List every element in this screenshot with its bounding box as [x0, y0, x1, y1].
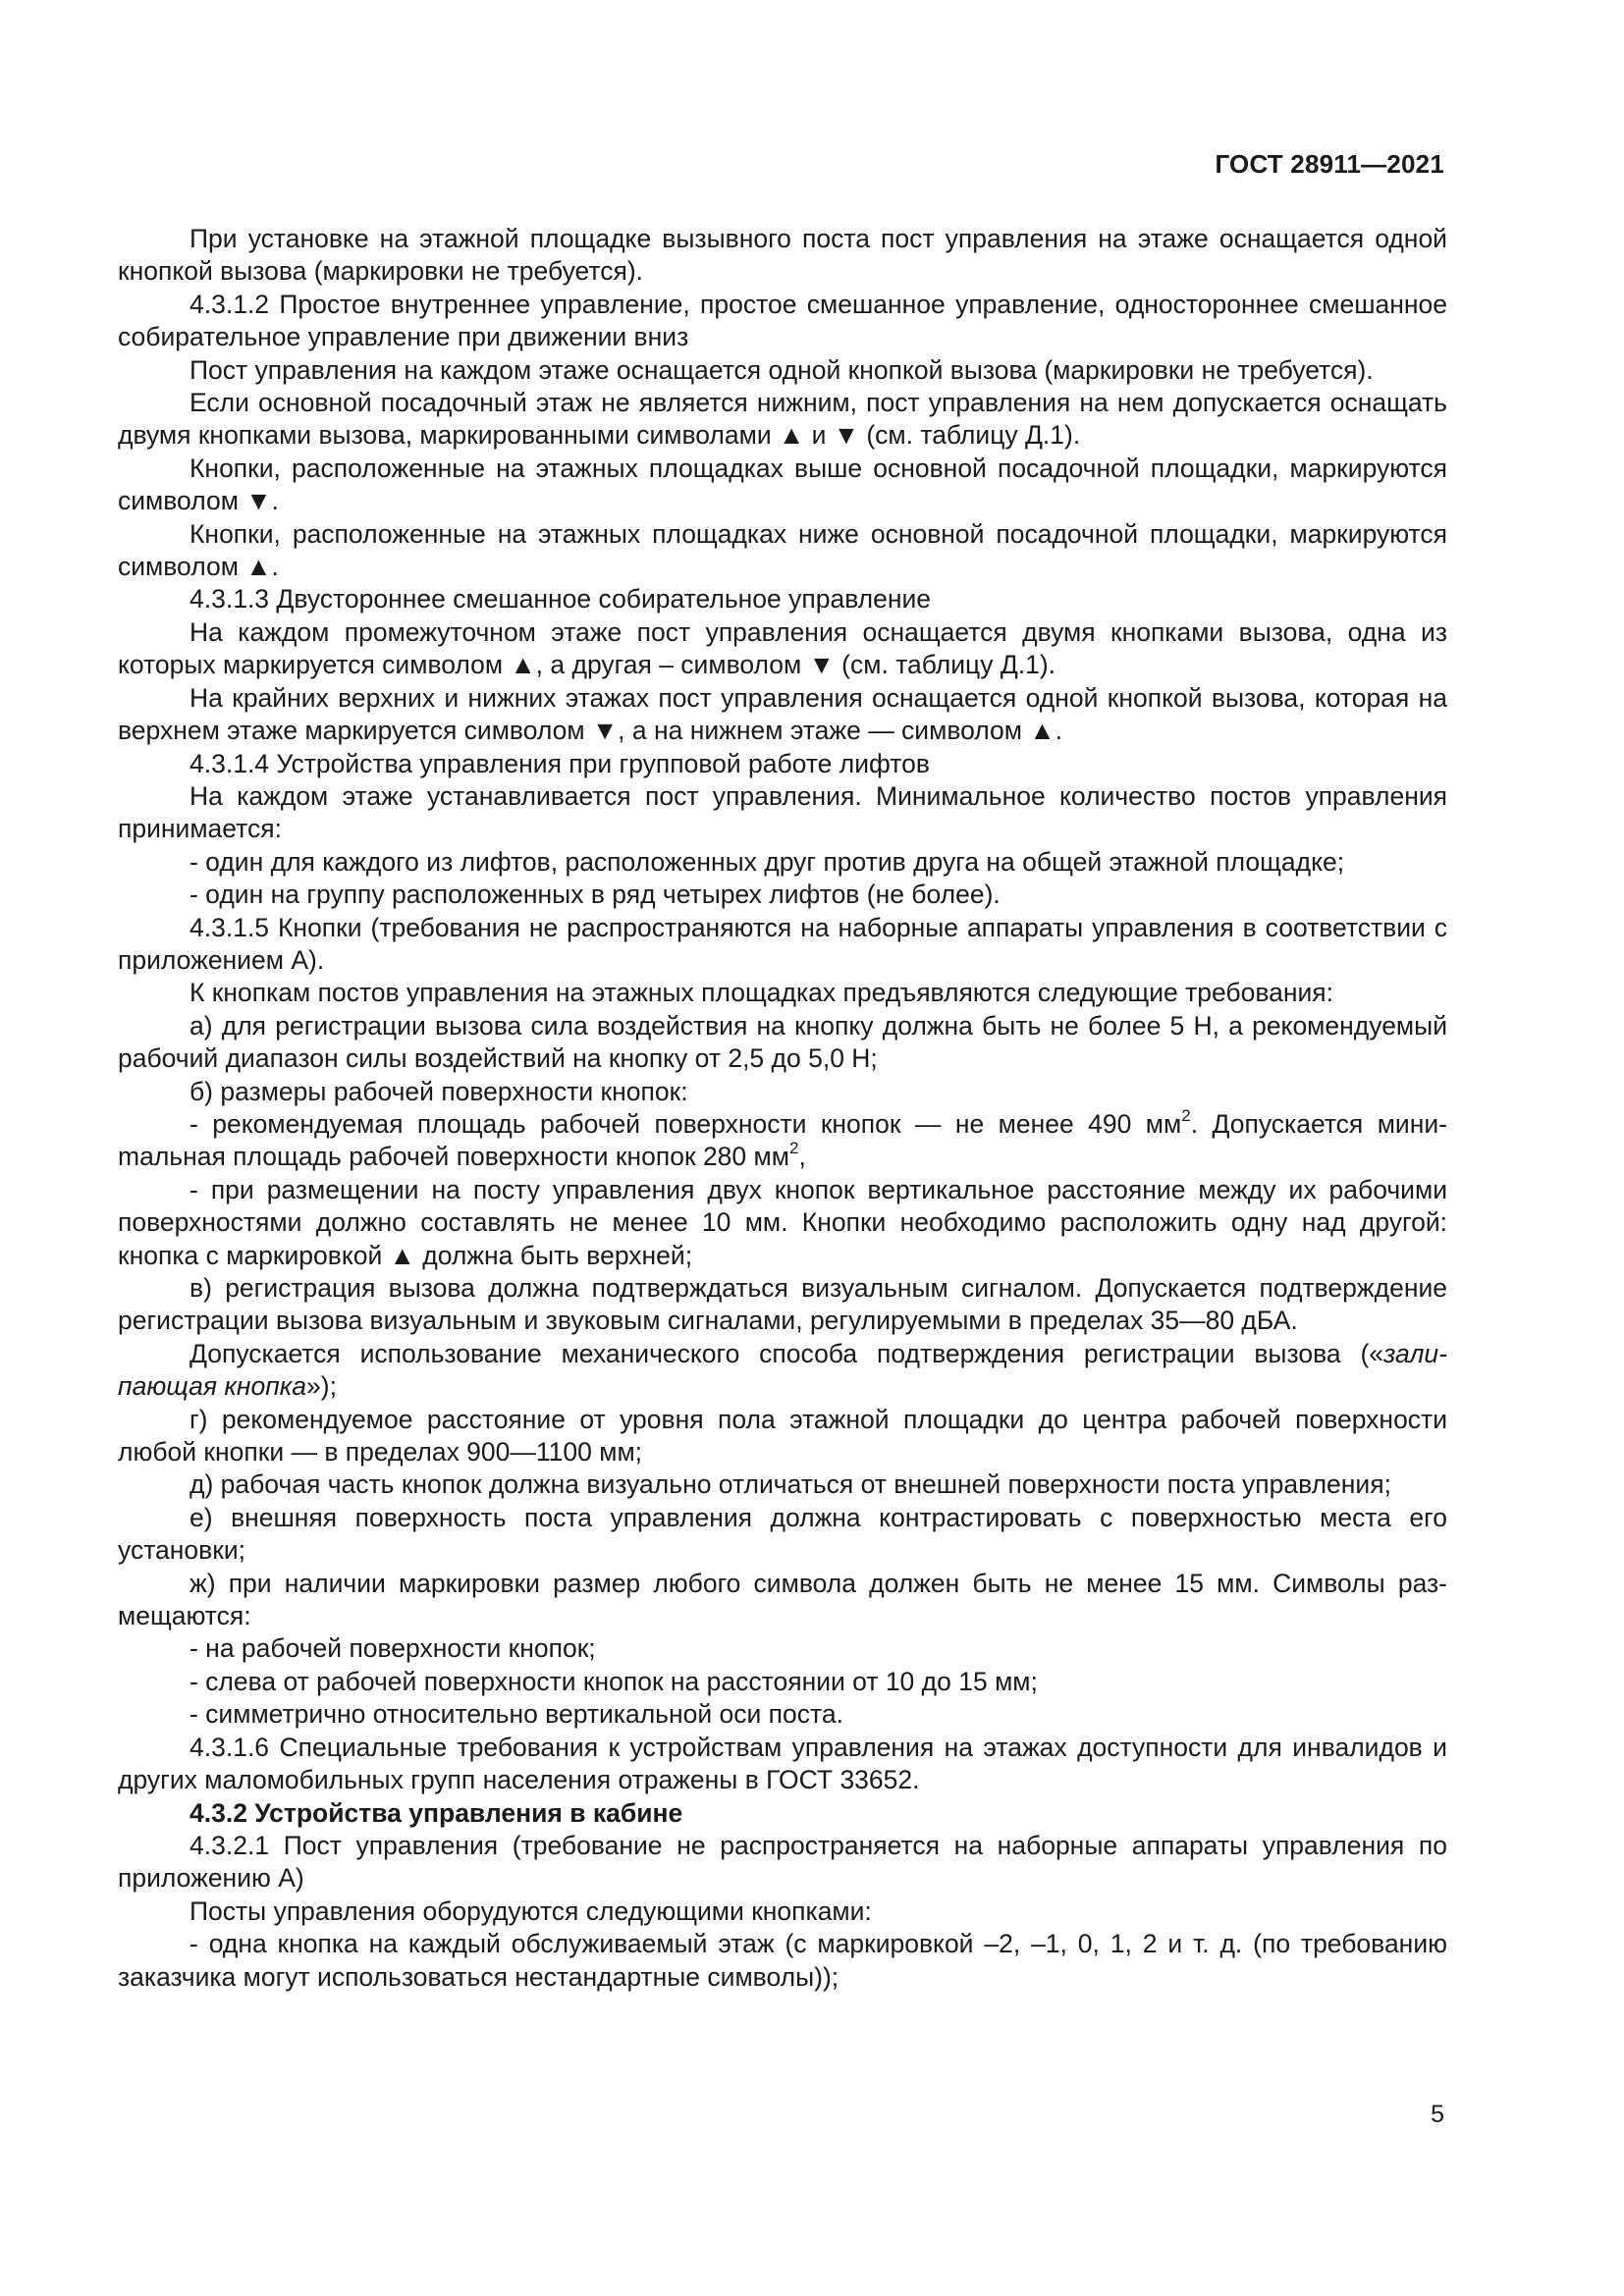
italic-term: залипающая кнопка	[118, 1338, 1447, 1402]
paragraph	[118, 1338, 1447, 1404]
list-item: - одна кнопка на каждый обслуживаемый этаж (с маркировкой –2, –1, 0, 1, 2 и т. д. (по требованию заказчика могут использоваться нестандартные символы));	[118, 1929, 1447, 1992]
clause-4-3-1-5: 4.3.1.5 Кнопки (требования не распространяются на наборные аппараты управления в соответствии с приложением А).	[118, 912, 1447, 975]
list-item: - симметрично относительно вертикальной оси поста.	[189, 1699, 843, 1730]
text-run: - рекомендуемая площадь рабочей поверхности кнопок — не менее 490 мм	[189, 1108, 1182, 1139]
paragraph: При установке на этажной площадке вызывного поста пост управления на этаже оснащается одной кнопкой вызова (маркировки не требуется).	[118, 224, 1447, 287]
text-run: ,	[798, 1142, 806, 1172]
text-run: »);	[306, 1371, 337, 1402]
superscript: 2	[788, 1139, 799, 1158]
paragraph: На каждом промежуточном этаже пост управления оснащается двумя кнопками вызова, одна из которых маркируется символом ▲, а другая – символом ▼ (см. таблицу Д.1).	[118, 616, 1447, 680]
paragraph: Если основной посадочный этаж не является нижним, пост управления на нем допускается оснащать двумя кнопками вызова, маркированными символами ▲ и ▼ (см. таблицу Д.1).	[118, 388, 1447, 451]
list-item	[118, 1105, 1447, 1174]
text-run: Допускается использование механического способа подтверждения регистрации вызова («	[189, 1338, 1384, 1368]
section-heading-4-3-2: 4.3.2 Устройства управления в кабине	[189, 1797, 683, 1828]
list-item-e: е) внешняя поверхность поста управления должна контрастировать с поверхностью места его установки;	[118, 1502, 1447, 1566]
list-item-v: в) регистрация вызова должна подтверждаться визуальным сигналом. Допускается подтверждение регистрации вызова визуальным и звуковым сигналами, регулируемыми в пределах 35—80 дБА.	[118, 1273, 1447, 1336]
paragraph: К кнопкам постов управления на этажных площадках предъявляются следующие требования:	[189, 978, 1333, 1008]
list-item: - один для каждого из лифтов, расположенных друг против друга на общей этажной площадке;	[189, 846, 1345, 877]
list-item: - слева от рабочей поверхности кнопок на расстоянии от 10 до 15 мм;	[189, 1666, 1038, 1696]
list-item: - на рабочей поверхности кнопок;	[189, 1633, 596, 1664]
paragraph: Кнопки, расположенные на этажных площадках ниже основной посадочной площадки, маркируются символом ▲.	[118, 518, 1447, 582]
clause-4-3-2-1: 4.3.2.1 Пост управления (требование не распространяется на наборные аппараты управления по приложению А)	[118, 1830, 1447, 1894]
list-item-b: б) размеры рабочей поверхности кнопок:	[189, 1076, 688, 1106]
list-item-zh: ж) при наличии маркировки размер любого символа должен быть не менее 15 мм. Символы размещаются:	[118, 1568, 1447, 1631]
clause-4-3-1-6: 4.3.1.6 Специальные требования к устройствам управления на этажах доступности для инвалидов и других маломобильных групп населения отражены в ГОСТ 33652.	[118, 1732, 1447, 1795]
clause-4-3-1-3: 4.3.1.3 Двустороннее смешанное собирательное управление	[189, 584, 932, 614]
paragraph: На крайних верхних и нижних этажах пост управления оснащается одной кнопкой вызова, которая на верхнем этаже маркируется символом ▼, а на нижнем этаже — символом ▲.	[118, 682, 1447, 746]
paragraph: Кнопки, расположенные на этажных площадках выше основной посадочной площадки, маркируются символом ▼.	[118, 453, 1447, 516]
paragraph: Посты управления оборудуются следующими кнопками:	[189, 1896, 872, 1926]
document-header: ГОСТ 28911—2021	[1215, 149, 1444, 179]
document-body	[118, 223, 1447, 1994]
list-item: - один на группу расположенных в ряд четырех лифтов (не более).	[189, 880, 1001, 910]
clause-4-3-1-4: 4.3.1.4 Устройства управления при групповой работе лифтов	[189, 748, 930, 778]
page-number: 5	[1431, 2101, 1444, 2128]
list-item-a: а) для регистрации вызова сила воздействия на кнопку должна быть не более 5 Н, а рекомендуемый рабочий диапазон силы воздействий на кнопку от 2,5 до 5,0 Н;	[118, 1010, 1447, 1074]
list-item-g: г) рекомендуемое расстояние от уровня пола этажной площадки до центра рабочей поверхности любой кнопки — в пределах 900—1100 мм;	[118, 1404, 1447, 1468]
paragraph: Пост управления на каждом этаже оснащается одной кнопкой вызова (маркировки не требуется).	[189, 354, 1374, 385]
clause-4-3-1-2: 4.3.1.2 Простое внутреннее управление, простое смешанное управление, одностороннее смешанное собирательное управление при движении вниз	[118, 289, 1447, 352]
superscript: 2	[1181, 1105, 1191, 1125]
list-item-d: д) рабочая часть кнопок должна визуально отличаться от внешней поверхности поста управления;	[189, 1469, 1391, 1500]
paragraph: На каждом этаже устанавливается пост управления. Минимальное количество постов управления принимается:	[118, 780, 1447, 844]
text-run: . Допускается миниmальная площадь рабочей поверхности кнопок 280 мм	[118, 1108, 1447, 1172]
list-item: - при размещении на посту управления двух кнопок вертикальное расстояние между их рабочими поверхностями должно составлять не менее 10 мм. Кнопки необходимо расположить одну над другой: кнопка с маркировкой ▲ должна быть верхней;	[118, 1174, 1447, 1270]
